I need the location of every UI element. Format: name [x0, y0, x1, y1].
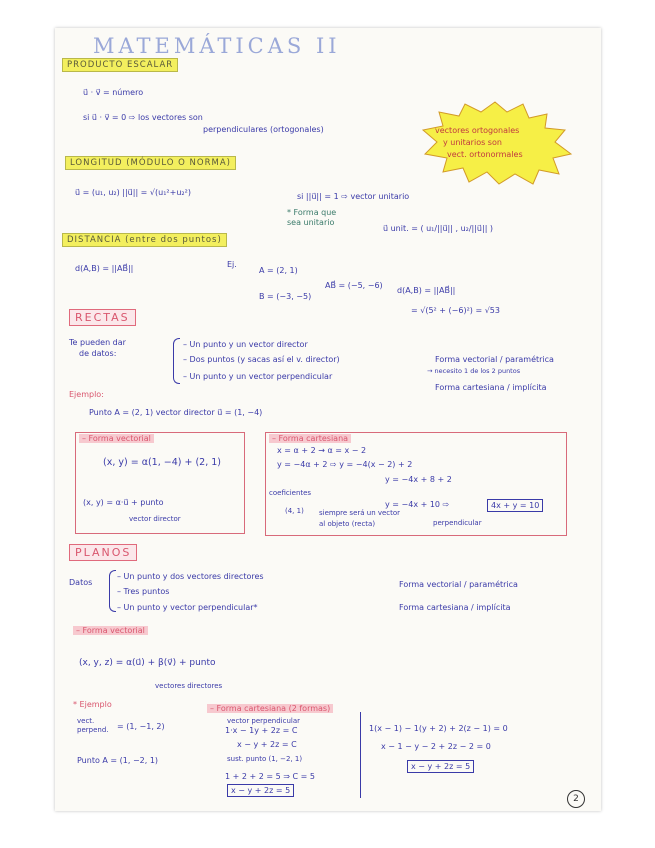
rectas-cartesiana-title: – Forma cartesiana: [269, 434, 351, 443]
planos-c-a: vector perpendicular: [227, 717, 301, 725]
distancia-ej-a: A = (2, 1): [259, 266, 298, 275]
heading-distancia: DISTANCIA (entre dos puntos): [62, 233, 227, 247]
producto-line1: u⃗ · v⃗ = número: [83, 88, 144, 97]
rectas-opt2: – Dos puntos (y sacas así el v. director): [183, 355, 340, 364]
planos-opt1: – Un punto y dos vectores directores: [117, 572, 264, 581]
heading-planos: PLANOS: [69, 544, 137, 561]
planos-perp-vec: = (1, −1, 2): [117, 722, 165, 731]
starburst-line1: vectores ortogonales: [435, 126, 520, 135]
starburst-line2: y unitarios son: [443, 138, 502, 147]
distancia-ej-d2: = √(5² + (−6)²) = √53: [411, 306, 500, 315]
rectas-ejemplo: Ejemplo:: [69, 390, 104, 399]
producto-line2: si u⃗ · v⃗ = 0 ⇨ los vectores son: [83, 113, 203, 122]
page-title: MATEMÁTICAS II: [93, 34, 341, 58]
rectas-cart-result: 4x + y = 10: [487, 499, 543, 512]
rectas-opt1: – Un punto y un vector director: [183, 340, 308, 349]
rectas-coef5: al objeto (recta): [319, 520, 376, 528]
rectas-coef1: coeficientes: [269, 489, 312, 497]
rectas-ej-line: Punto A = (2, 1) vector director u⃗ = (1, −4): [89, 408, 263, 417]
planos-cartesiana-title: – Forma cartesiana (2 formas): [207, 704, 333, 713]
rectas-intro1: Te pueden dar: [69, 338, 126, 347]
planos-vectorial-title: – Forma vectorial: [73, 626, 148, 635]
distancia-ej-label: Ej.: [227, 260, 237, 269]
rectas-res3: Forma cartesiana / implícita: [435, 383, 547, 392]
longitud-note1: * Forma que: [287, 208, 337, 217]
distancia-ej-ab: AB⃗ = (−5, −6): [325, 281, 383, 290]
planos-r-result: x − y + 2z = 5: [407, 760, 474, 773]
planos-c-c: x − y + 2z = C: [237, 740, 297, 749]
rectas-opt3: – Un punto y un vector perpendicular: [183, 372, 333, 381]
planos-perp-label1: vect.: [77, 717, 95, 725]
longitud-unit-vector: u⃗ unit. = ( u₁/||u⃗|| , u₂/||u⃗|| ): [383, 224, 494, 233]
producto-line3: perpendiculares (ortogonales): [203, 125, 324, 134]
rectas-coef4: perpendicular: [433, 519, 482, 527]
rectas-cart3: y = −4x + 8 + 2: [385, 475, 452, 484]
longitud-formula: u⃗ = (u₁, u₂) ||u⃗|| = √(u₁²+u₂²): [75, 188, 191, 197]
planos-c-result: x − y + 2z = 5: [227, 784, 294, 797]
planos-c-d: sust. punto (1, −2, 1): [227, 755, 303, 763]
notebook-page: [55, 28, 601, 811]
planos-ejemplo: * Ejemplo: [73, 700, 112, 709]
planos-intro: Datos: [69, 578, 93, 587]
rectas-vectorial-title: – Forma vectorial: [79, 434, 154, 443]
rectas-res1: Forma vectorial / paramétrica: [435, 355, 554, 364]
distancia-formula: d(A,B) = ||AB⃗||: [75, 264, 134, 273]
planos-vectorial-note: vectores directores: [155, 682, 223, 690]
planos-opt2: – Tres puntos: [117, 587, 170, 596]
rectas-brace: [173, 338, 180, 384]
planos-vectorial-eq: (x, y, z) = α(u⃗) + β(v⃗) + punto: [79, 658, 216, 668]
rectas-coef3: siempre será un vector: [319, 509, 401, 517]
rectas-cart4: y = −4x + 10 ⇨: [385, 500, 450, 509]
planos-c-b: 1·x − 1y + 2z = C: [225, 726, 298, 735]
planos-brace: [109, 570, 116, 612]
planos-res1: Forma vectorial / paramétrica: [399, 580, 518, 589]
longitud-note2: sea unitario: [287, 218, 335, 227]
rectas-vectorial-note1: (x, y) = α·u⃗ + punto: [83, 498, 164, 507]
planos-opt3: – Un punto y vector perpendicular*: [117, 603, 258, 612]
rectas-coef2: (4, 1): [285, 507, 304, 515]
heading-producto-escalar: PRODUCTO ESCALAR: [62, 58, 178, 72]
planos-r1: 1(x − 1) − 1(y + 2) + 2(z − 1) = 0: [369, 724, 508, 733]
page-number: 2: [567, 790, 585, 808]
planos-perp-label2: perpend.: [77, 726, 109, 734]
rectas-cart1: x = α + 2 → α = x − 2: [277, 446, 367, 455]
rectas-vectorial-note2: vector director: [129, 515, 181, 523]
planos-res2: Forma cartesiana / implícita: [399, 603, 511, 612]
distancia-ej-b: B = (−3, −5): [259, 292, 312, 301]
heading-rectas: RECTAS: [69, 309, 136, 326]
planos-punto: Punto A = (1, −2, 1): [77, 756, 159, 765]
rectas-cart2: y = −4α + 2 ⇨ y = −4(x − 2) + 2: [277, 460, 413, 469]
planos-r2: x − 1 − y − 2 + 2z − 2 = 0: [381, 742, 491, 751]
rectas-vectorial-eq: (x, y) = α(1, −4) + (2, 1): [103, 457, 221, 468]
heading-longitud: LONGITUD (MÓDULO O NORMA): [65, 156, 236, 170]
starburst-line3: vect. ortonormales: [447, 150, 523, 159]
distancia-ej-d1: d(A,B) = ||AB⃗||: [397, 286, 456, 295]
longitud-unit: si ||u⃗|| = 1 ⇨ vector unitario: [297, 192, 410, 201]
rectas-res2: → necesito 1 de los 2 puntos: [427, 367, 521, 375]
planos-divider: [360, 712, 361, 798]
planos-c-e: 1 + 2 + 2 = 5 ⇒ C = 5: [225, 772, 315, 781]
rectas-intro2: de datos:: [79, 349, 117, 358]
